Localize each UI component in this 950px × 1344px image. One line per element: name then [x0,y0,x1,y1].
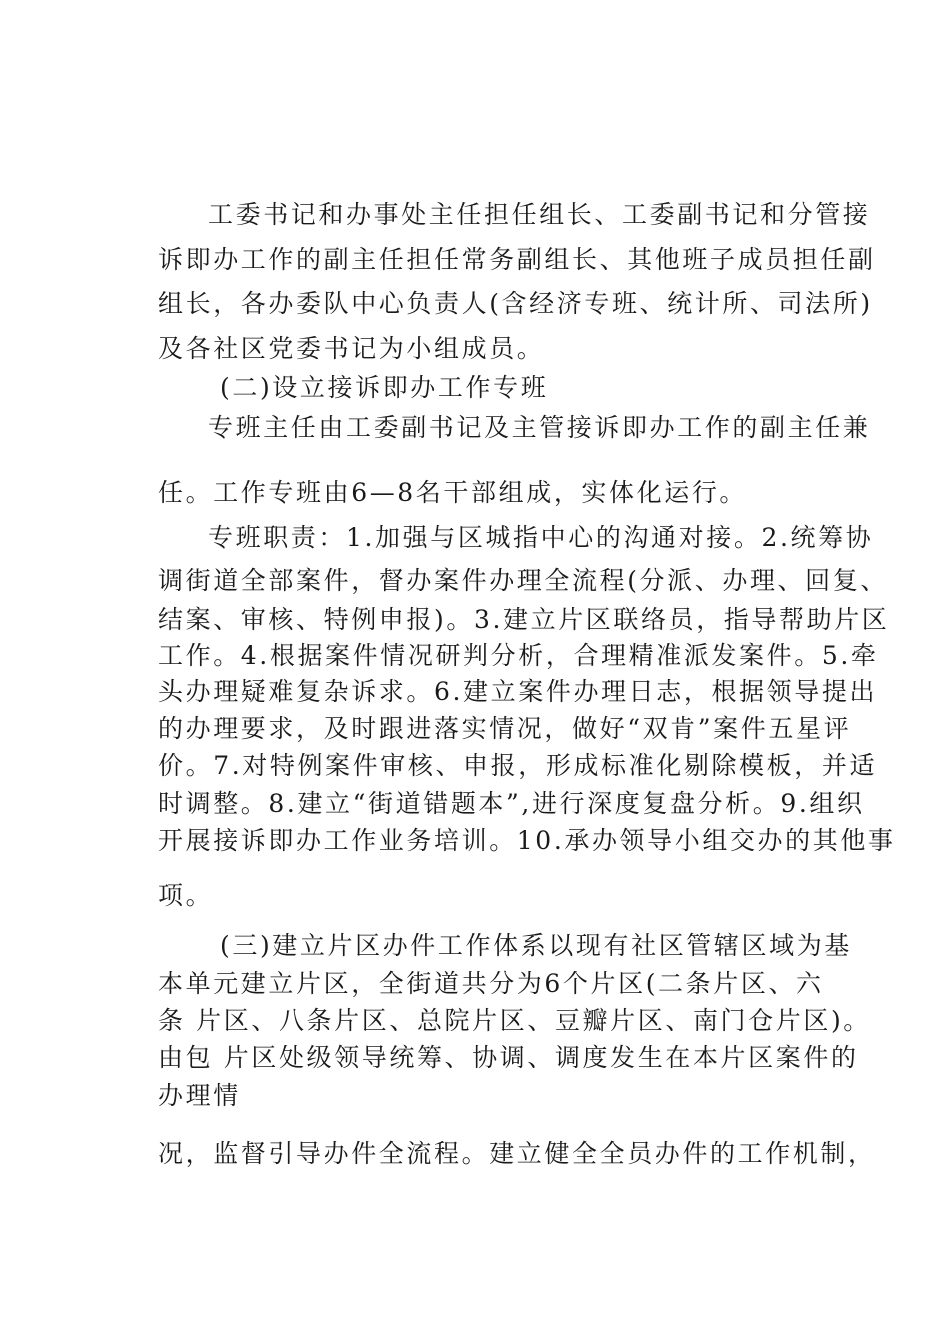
paragraph-4-line-5: 办理情 [158,1081,241,1110]
paragraph-3-line-7: 价。7.对特例案件审核、申报，形成标准化剔除模板，并适 [158,751,878,780]
paragraph-3-line-6: 的办理要求，及时跟进落实情况，做好“双肯”案件五星评 [158,714,852,743]
paragraph-3-line-5: 头办理疑难复杂诉求。6.建立案件办理日志，根据领导提出 [158,677,878,706]
paragraph-3-line-10: 项。 [158,881,214,910]
paragraph-4-line-6: 况，监督引导办件全流程。建立健全全员办件的工作机制， [158,1139,876,1168]
paragraph-1-line-4: 及各社区党委书记为小组成员。 [158,334,545,363]
paragraph-3-line-8: 时调整。8.建立“街道错题本”,进行深度复盘分析。9.组织 [158,789,865,818]
paragraph-1-line-3: 组长，各办委队中心负责人(含经济专班、统计所、司法所) [158,289,873,318]
paragraph-1-line-2: 诉即办工作的副主任担任常务副组长、其他班子成员担任副 [158,245,876,274]
paragraph-4-line-1: (三)建立片区办件工作体系以现有社区管辖区域为基 [220,931,852,960]
paragraph-4-line-2: 本单元建立片区，全街道共分为6个片区(二条片区、六 [158,969,824,998]
paragraph-3-line-1: 专班职责：1.加强与区城指中心的沟通对接。2.统筹协 [208,523,874,552]
paragraph-3-line-9: 开展接诉即办工作业务培训。10.承办领导小组交办的其他事 [158,826,896,855]
paragraph-4-line-3: 条 片区、八条片区、总院片区、豆瓣片区、南门仓片区)。 [158,1006,871,1035]
paragraph-2-line-1: 专班主任由工委副书记及主管接诉即办工作的副主任兼 [208,413,871,442]
section-heading-2: (二)设立接诉即办工作专班 [220,373,549,402]
paragraph-3-line-2: 调街道全部案件，督办案件办理全流程(分派、办理、回复、 [158,566,888,595]
paragraph-2-line-2: 任。工作专班由6—8名干部组成，实体化运行。 [158,478,748,507]
paragraph-3-line-3: 结案、审核、特例申报)。3.建立片区联络员，指导帮助片区 [158,605,890,634]
paragraph-1-line-1: 工委书记和办事处主任担任组长、工委副书记和分管接 [208,200,871,229]
paragraph-4-line-4: 由包 片区处级领导统筹、协调、调度发生在本片区案件的 [158,1043,859,1072]
paragraph-3-line-4: 工作。4.根据案件情况研判分析，合理精准派发案件。5.牵 [158,641,879,670]
